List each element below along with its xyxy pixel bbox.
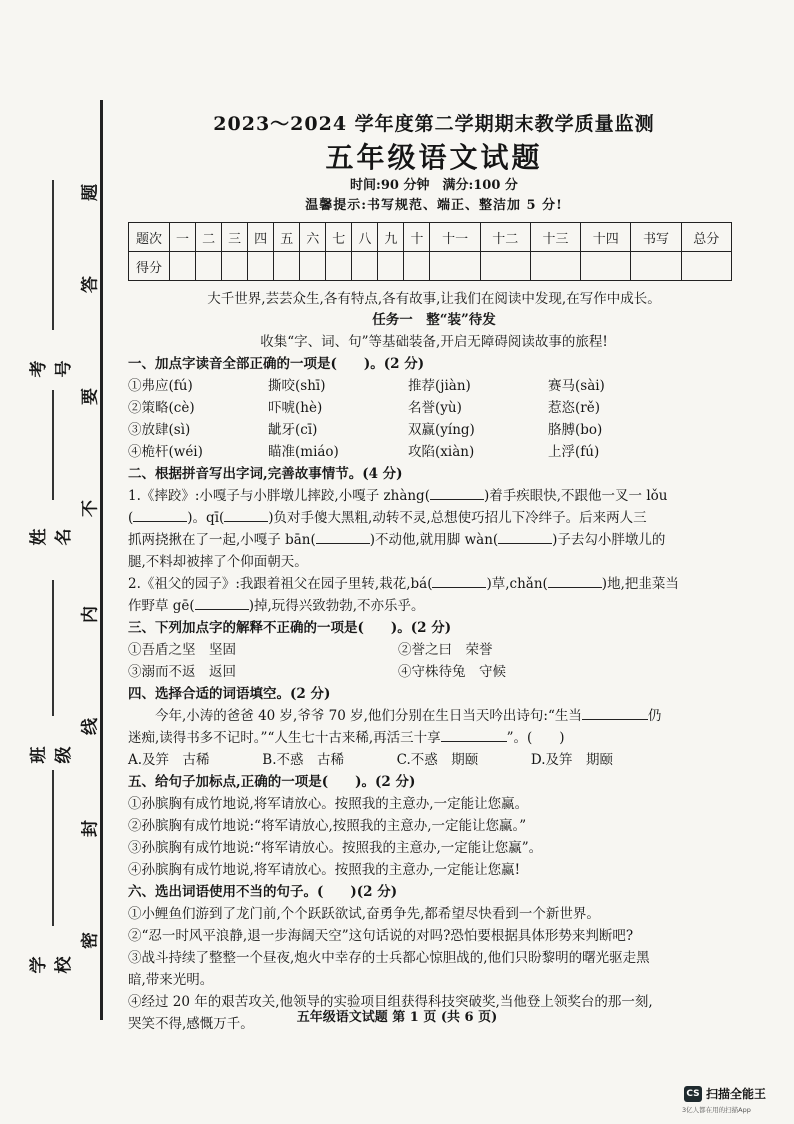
q3-title: 三、下列加点字的解释不正确的一项是( )。(2 分) — [128, 620, 452, 636]
q1-option-row — [128, 419, 740, 441]
q2-text: ( — [128, 510, 134, 526]
seal-char: 题 — [80, 184, 101, 201]
q2-text: 作野草 gē( — [128, 598, 195, 614]
q5-option: ②孙膑胸有成竹地说:“将军请放心,按照我的主意办,一定能让您赢。” — [128, 818, 527, 834]
score-cell[interactable] — [480, 252, 530, 281]
q3-option: ②誉之曰 荣誉 — [398, 642, 493, 658]
q6-option: ①小鲤鱼们游到了龙门前,个个跃跃欲试,奋勇争先,都希望尽快看到一个新世界。 — [128, 906, 600, 922]
q2-text: )掉,玩得兴致勃勃,不亦乐乎。 — [248, 598, 425, 614]
q3-option: ④守株待兔 守候 — [398, 664, 506, 680]
exam-title: 2023～2024 学年度第二学期期末教学质量监测 — [213, 113, 655, 135]
score-header-cell: 二 — [196, 223, 222, 252]
score-cell[interactable] — [170, 252, 196, 281]
q1-item: 推荐(jiàn) — [408, 378, 471, 394]
q6-option: ④经过 20 年的艰苦攻关,他领导的实验项目组获得科技突破奖,当他登上领奖台的那一刻, — [128, 994, 653, 1010]
q2-text: )子去勾小胖墩儿的 — [552, 532, 666, 548]
exam-subtitle: 五年级语文试题 — [325, 141, 543, 174]
q1-item: ③放肆(sì) — [128, 422, 191, 438]
q2-blank[interactable] — [498, 529, 552, 544]
q1-option-row — [128, 441, 740, 463]
q2-text: 腿,不料却被摔了个仰面朝天。 — [128, 554, 308, 570]
seal-char: 线 — [80, 718, 101, 735]
q2-text: )地,把韭菜当 — [601, 576, 679, 592]
q4-line — [128, 727, 740, 749]
q4-choice: D.及笄 期颐 — [530, 752, 614, 768]
score-cell[interactable] — [404, 252, 430, 281]
q2-text: 2.《祖父的园子》:我跟着祖父在园子里转,栽花,bá( — [128, 576, 433, 592]
seal-char: 不 — [80, 500, 101, 517]
q2-line — [128, 595, 740, 617]
q4-choice: A.及笄 古稀 — [128, 752, 210, 768]
q1-item: 撕咬(shī) — [268, 378, 326, 394]
score-header-cell: 八 — [352, 223, 378, 252]
q2-text: )草,chǎn( — [486, 576, 548, 592]
intro-text: 大千世界,芸芸众生,各有特点,各有故事,让我们在阅读中发现,在写作中成长。 — [207, 291, 661, 307]
seal-char: 内 — [80, 606, 101, 623]
q1-item: 胳膊(bo) — [548, 422, 603, 438]
q2-blank[interactable] — [224, 507, 268, 522]
name-label: 姓名 — [29, 528, 74, 546]
q1-item: 瞄准(miáo) — [268, 444, 339, 460]
seal-char: 要 — [80, 388, 101, 405]
q1-item: 吓唬(hè) — [268, 400, 323, 416]
q2-blank[interactable] — [432, 573, 486, 588]
score-header-cell: 十一 — [430, 223, 480, 252]
score-header-cell: 十三 — [530, 223, 580, 252]
q2-text: )。qī( — [187, 510, 225, 526]
q1-item: ②策略(cè) — [128, 400, 195, 416]
q2-text: )着手疾眼快,不跟他一叉一 lǒu — [483, 488, 668, 504]
score-cell[interactable] — [530, 252, 580, 281]
q2-blank[interactable] — [133, 507, 187, 522]
q2-line — [128, 573, 740, 595]
q2-text: 1.《摔跤》:小嘎子与小胖墩儿摔跤,小嘎子 zhàng( — [128, 488, 430, 504]
q1-item: ④桅杆(wéi) — [128, 444, 203, 460]
q6-title: 六、选出词语使用不当的句子。( )(2 分) — [128, 884, 398, 900]
score-cell[interactable] — [196, 252, 222, 281]
q1-option-row — [128, 397, 740, 419]
writing-tip: 温馨提示:书写规范、端正、整洁加 5 分! — [305, 198, 563, 213]
q2-blank[interactable] — [195, 595, 249, 610]
q5-option: ④孙膑胸有成竹地说,将军请放心。按照我的主意办,一定能让您赢! — [128, 862, 521, 878]
score-header-cell: 七 — [326, 223, 352, 252]
seal-char: 密 — [80, 932, 101, 949]
class-label: 班级 — [29, 746, 74, 764]
q3-option: ③溺而不返 返回 — [128, 664, 236, 680]
q1-title: 一、加点字读音全部正确的一项是( )。(2 分) — [128, 356, 425, 372]
score-cell[interactable] — [681, 252, 731, 281]
q2-line — [128, 529, 740, 551]
task1-title: 任务一 整“装”待发 — [372, 312, 496, 328]
camscanner-name: 扫描全能王 — [706, 1087, 767, 1101]
score-header-cell: 十四 — [581, 223, 631, 252]
binding-margin — [0, 0, 128, 1124]
score-row-label: 得分 — [129, 252, 170, 281]
score-table-score-row — [129, 252, 732, 281]
q2-line — [128, 551, 740, 573]
q2-text: )负对手傻大黑粗,动转不灵,总想使巧招儿下冷绊子。后来两人三 — [268, 510, 647, 526]
seal-char: 答 — [80, 276, 101, 293]
q1-item: 攻陷(xiàn) — [408, 444, 475, 460]
score-header-cell: 十二 — [480, 223, 530, 252]
q3-option-row — [128, 639, 740, 661]
q4-text: 仍 — [647, 708, 662, 724]
q2-text: )不动他,就用脚 wàn( — [369, 532, 499, 548]
q4-blank[interactable] — [441, 727, 507, 742]
camscanner-tagline: 3亿人都在用的扫描App — [682, 1106, 751, 1114]
score-cell[interactable] — [430, 252, 480, 281]
score-header-cell: 总分 — [681, 223, 731, 252]
school-field[interactable] — [52, 770, 54, 926]
q1-item: 惹恣(rě) — [548, 400, 600, 416]
q1-item: 龇牙(cī) — [268, 422, 318, 438]
camscanner-logo-icon: CS — [684, 1086, 702, 1102]
score-header-cell: 九 — [378, 223, 404, 252]
score-header-cell: 四 — [248, 223, 274, 252]
score-table — [128, 222, 732, 281]
binding-line — [100, 100, 103, 1020]
q2-text: 抓两挠揪在了一起,小嘎子 bān( — [128, 532, 316, 548]
q4-choice: C.不惑 期颐 — [396, 752, 479, 768]
score-header-cell: 六 — [300, 223, 326, 252]
score-header-cell: 书写 — [631, 223, 681, 252]
q4-line — [128, 705, 740, 727]
q6-option: ③战斗持续了整整一个昼夜,炮火中幸存的士兵都心惊胆战的,他们只盼黎明的曙光驱走黑 — [128, 950, 650, 966]
q1-item: ①弗应(fú) — [128, 378, 193, 394]
q2-line — [128, 507, 740, 529]
school-label: 学校 — [29, 956, 74, 974]
score-cell[interactable] — [631, 252, 681, 281]
page-footer: 五年级语文试题 第 1 页 (共 6 页) — [296, 1010, 498, 1025]
score-cell[interactable] — [352, 252, 378, 281]
score-header-cell: 三 — [222, 223, 248, 252]
q4-choices — [128, 749, 740, 771]
q3-option-row — [128, 661, 740, 683]
score-cell[interactable] — [326, 252, 352, 281]
score-cell[interactable] — [378, 252, 404, 281]
q4-text: 迷痴,读得书多不记时。”“人生七十古来稀,再活三十享 — [128, 730, 441, 746]
q1-item: 上浮(fú) — [548, 444, 600, 460]
q4-blank[interactable] — [582, 705, 648, 720]
score-header-cell: 五 — [274, 223, 300, 252]
q6-option: 暗,带来光明。 — [128, 972, 214, 988]
score-header-cell: 一 — [170, 223, 196, 252]
q1-item: 双赢(yíng) — [408, 422, 475, 438]
q5-title: 五、给句子加标点,正确的一项是( )。(2 分) — [128, 774, 416, 790]
q4-text: 今年,小涛的爸爸 40 岁,爷爷 70 岁,他们分别在生日当天吟出诗句:“生当 — [155, 708, 582, 724]
task1-intro: 收集“字、词、句”等基础装备,开启无障碍阅读故事的旅程! — [260, 334, 608, 350]
exam-number-field[interactable] — [52, 180, 54, 330]
q2-blank[interactable] — [316, 529, 370, 544]
score-header-cell: 题次 — [129, 223, 170, 252]
q1-item: 赛马(sài) — [548, 378, 605, 394]
score-cell[interactable] — [300, 252, 326, 281]
class-field[interactable] — [52, 580, 54, 716]
time-score-info: 时间:90 分钟 满分:100 分 — [350, 178, 518, 193]
q2-blank[interactable] — [548, 573, 602, 588]
score-cell[interactable] — [248, 252, 274, 281]
q2-line — [128, 485, 740, 507]
q2-title: 二、根据拼音写出字词,完善故事情节。(4 分) — [128, 466, 403, 482]
q2-blank[interactable] — [430, 485, 484, 500]
score-cell[interactable] — [581, 252, 631, 281]
q3-option: ①吾盾之坚 坚固 — [128, 642, 236, 658]
exam-number-label: 考号 — [29, 360, 74, 378]
q4-text: ”。( ) — [506, 730, 565, 746]
score-cell[interactable] — [274, 252, 300, 281]
q1-option-row — [128, 375, 740, 397]
q4-title: 四、选择合适的词语填空。(2 分) — [128, 686, 331, 702]
name-field[interactable] — [52, 390, 54, 500]
exam-page — [128, 110, 740, 1035]
score-cell[interactable] — [222, 252, 248, 281]
q5-option: ①孙膑胸有成竹地说,将军请放心。按照我的主意办,一定能让您赢。 — [128, 796, 529, 812]
q5-option: ③孙膑胸有成竹地说:“将军请放心。按照我的主意办,一定能让您赢”。 — [128, 840, 543, 856]
score-table-header-row — [129, 223, 732, 252]
score-header-cell: 十 — [404, 223, 430, 252]
q6-option: 哭笑不得,感慨万千。 — [128, 1016, 254, 1032]
q6-option: ②“忍一时风平浪静,退一步海阔天空”这句话说的对吗?恐怕要根据具体形势来判断吧? — [128, 928, 634, 944]
q4-choice: B.不惑 古稀 — [262, 752, 345, 768]
q1-item: 名誉(yù) — [408, 400, 462, 416]
seal-char: 封 — [80, 820, 101, 837]
